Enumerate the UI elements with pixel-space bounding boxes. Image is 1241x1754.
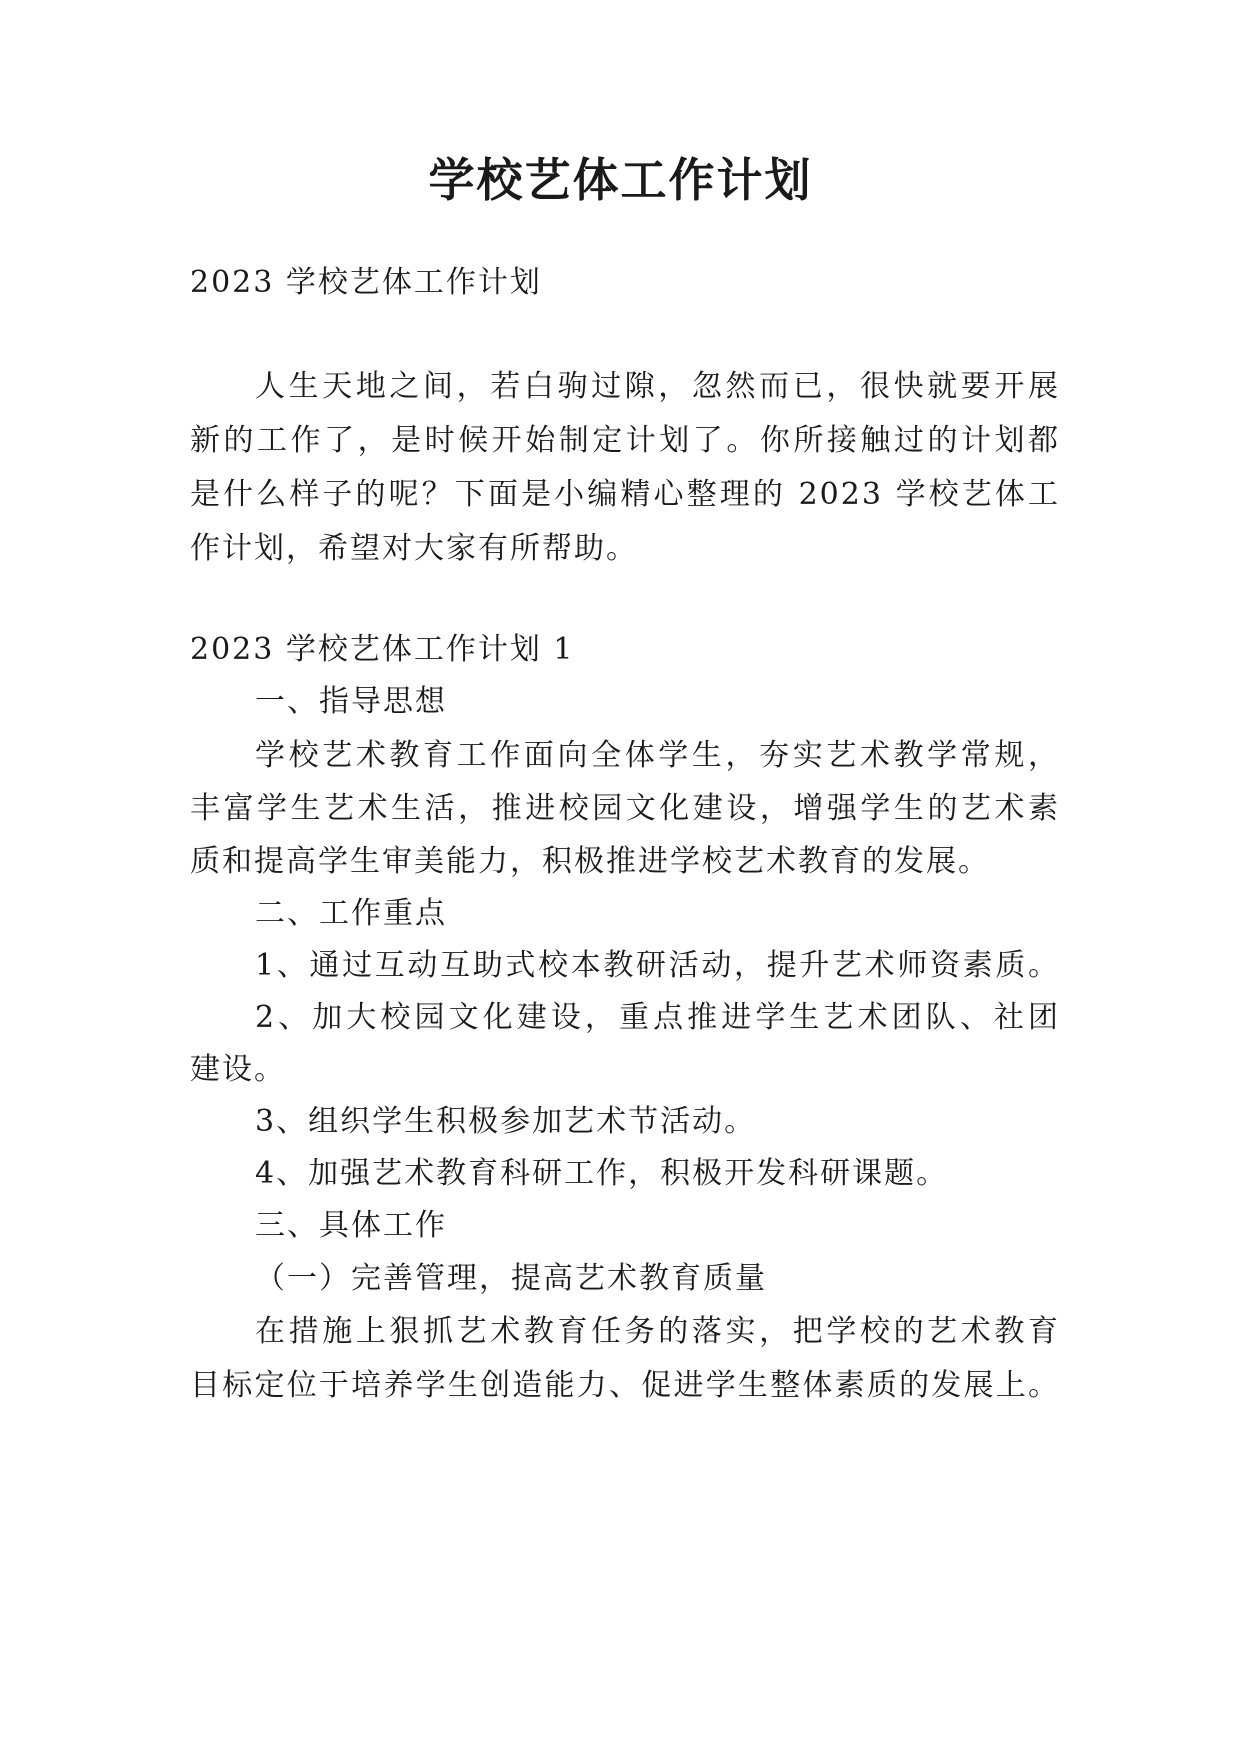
intro-line-2: 新的工作了，是时候开始制定计划了。你所接触过的计划都 [190,423,1060,458]
intro-line-4: 作计划，希望对大家有所帮助。 [190,531,638,566]
heading-work-focus: 二、工作重点 [255,896,447,931]
heading-specific-work: 三、具体工作 [255,1208,447,1243]
guiding-line-2: 丰富学生艺术生活，推进校园文化建设，增强学生的艺术素 [190,791,1060,826]
focus-item-2-line-1: 2、加大校园文化建设，重点推进学生艺术团队、社团 [255,1000,1060,1035]
sub-heading-improve-management: （一）完善管理，提高艺术教育质量 [255,1261,767,1296]
focus-item-2-line-2: 建设。 [190,1052,286,1087]
intro-line-1: 人生天地之间，若白驹过隙，忽然而已，很快就要开展 [255,369,1060,404]
intro-line-3: 是什么样子的呢？下面是小编精心整理的 2023 学校艺体工 [190,477,1060,512]
focus-item-1: 1、通过互动互助式校本教研活动，提升艺术师资素质。 [255,948,1060,983]
section-title: 2023 学校艺体工作计划 1 [190,632,575,667]
guiding-line-1: 学校艺术教育工作面向全体学生，夯实艺术教学常规， [255,738,1060,773]
work-line-2: 目标定位于培养学生创造能力、促进学生整体素质的发展上。 [190,1368,1060,1403]
document-title: 学校艺体工作计划 [428,153,813,207]
focus-item-4: 4、加强艺术教育科研工作，积极开发科研课题。 [255,1156,949,1191]
document-subtitle: 2023 学校艺体工作计划 [190,265,542,300]
guiding-line-3: 质和提高学生审美能力，积极推进学校艺术教育的发展。 [190,844,990,879]
focus-item-3: 3、组织学生积极参加艺术节活动。 [255,1104,757,1139]
heading-guiding-thought: 一、指导思想 [255,684,447,719]
work-line-1: 在措施上狠抓艺术教育任务的落实，把学校的艺术教育 [255,1314,1060,1349]
